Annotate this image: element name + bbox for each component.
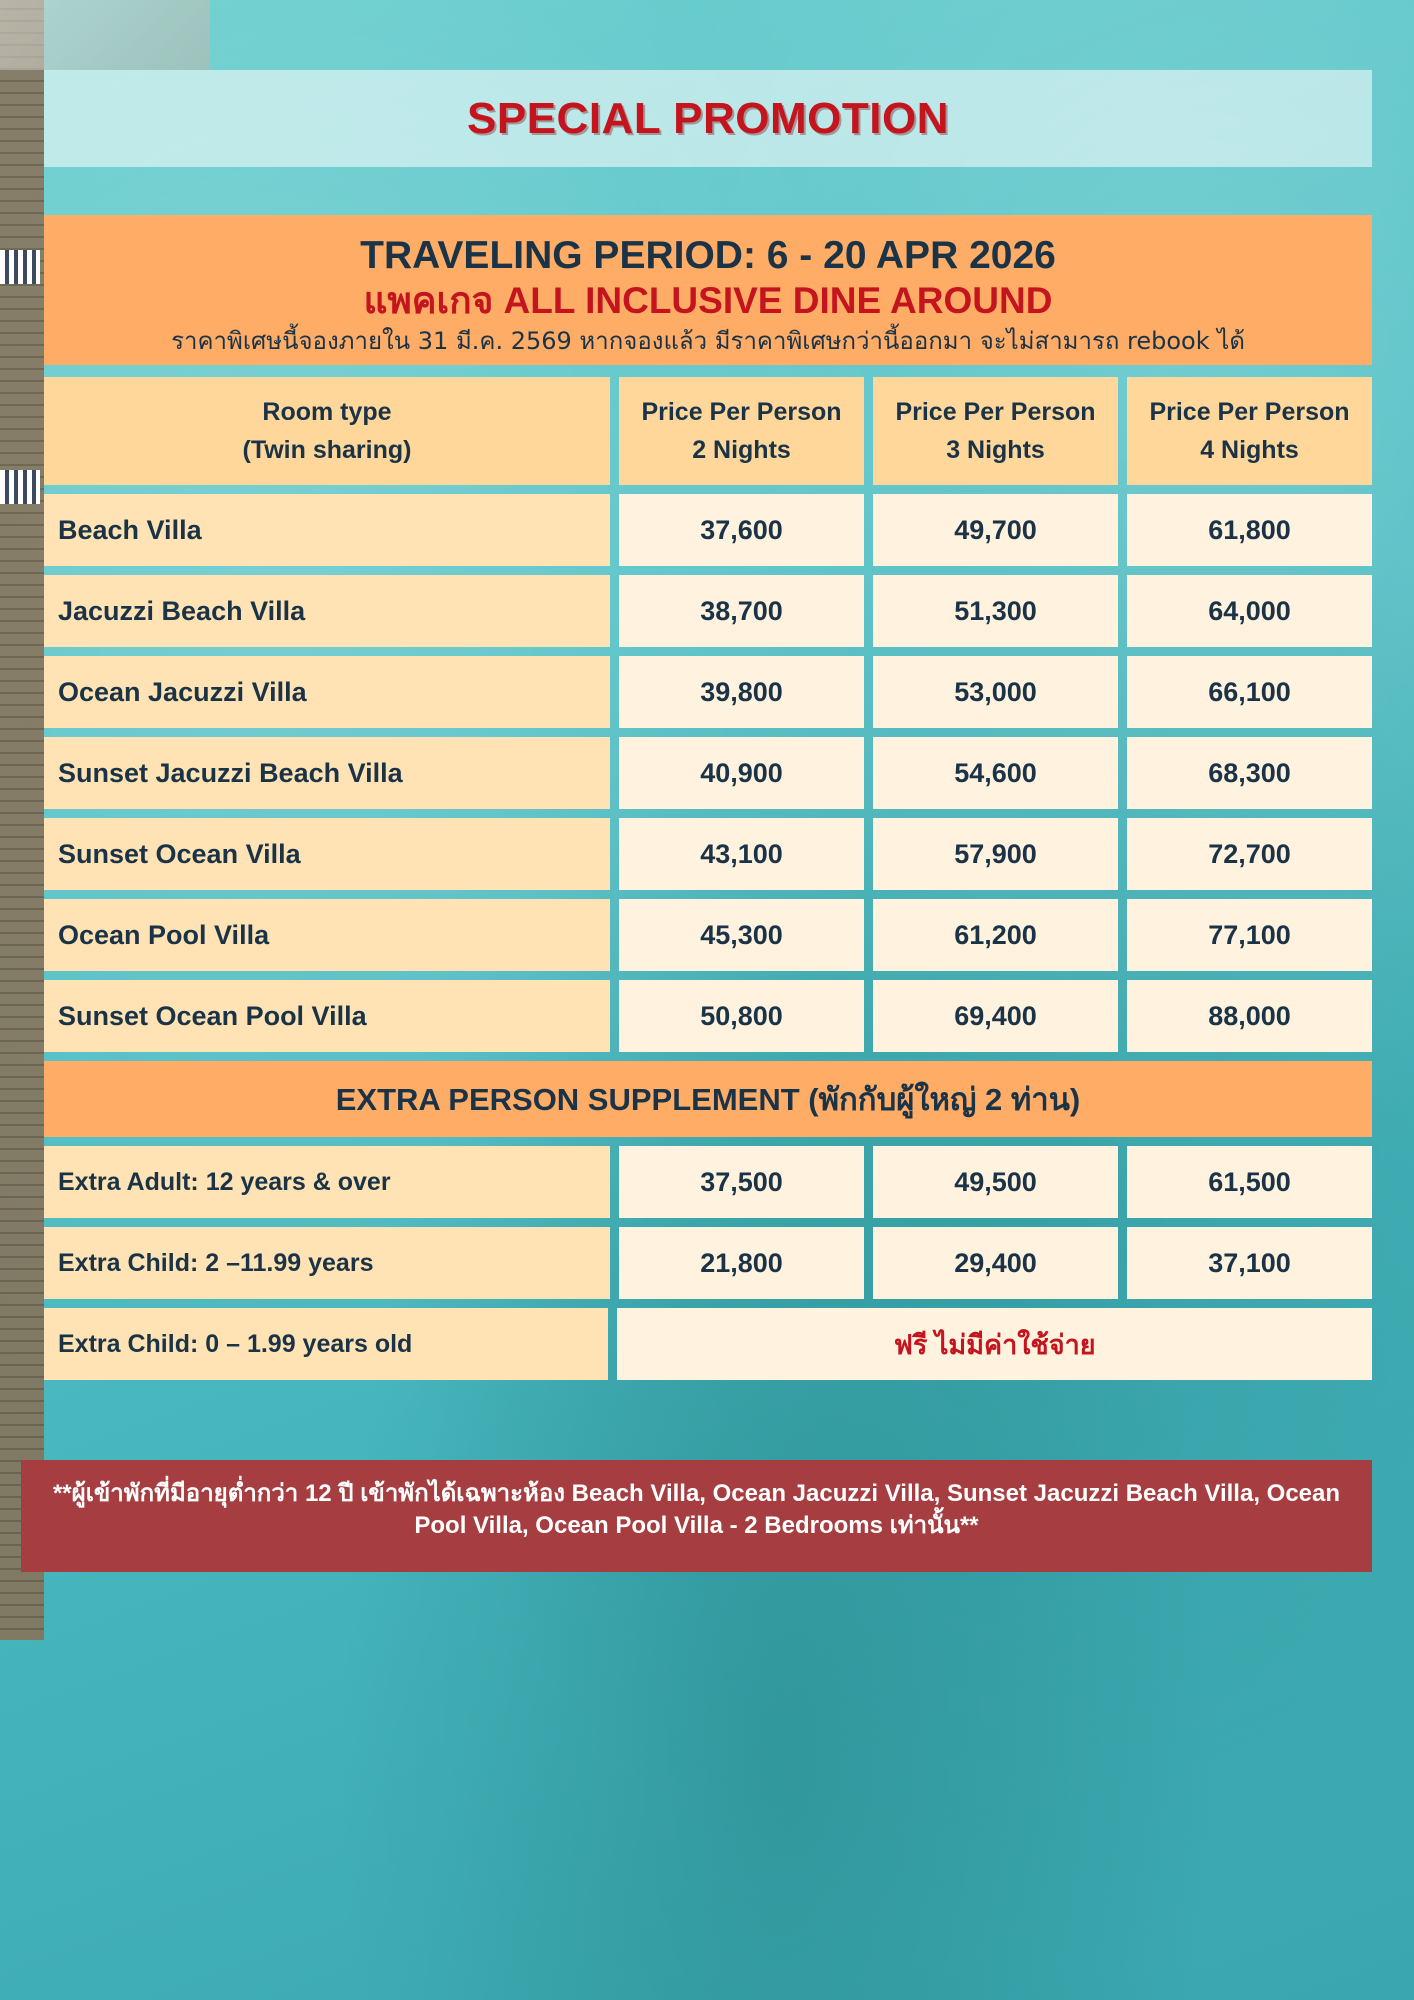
price-4-nights: 37,100 <box>1127 1227 1372 1299</box>
page-title: SPECIAL PROMOTION <box>467 93 949 143</box>
price-3-nights: 49,700 <box>873 494 1118 566</box>
jetty-post-decoration <box>0 470 40 504</box>
header-4-nights <box>1127 377 1372 485</box>
price-3-nights: 54,600 <box>873 737 1118 809</box>
price-4-nights: 77,100 <box>1127 899 1372 971</box>
header-label: Price Per Person <box>1149 398 1350 426</box>
supplement-label: Extra Child: 2 –11.99 years <box>44 1227 610 1299</box>
price-3-nights: 49,500 <box>873 1146 1118 1218</box>
price-4-nights: 66,100 <box>1127 656 1372 728</box>
table-row <box>44 899 1372 971</box>
header-label: Price Per Person <box>641 398 842 426</box>
age-restriction-note: **ผู้เข้าพักที่มีอายุต่ำกว่า 12 ปี เข้าพักได้เฉพาะห้อง Beach Villa, Ocean Jacuzzi Villa, Sunset Jacuzzi Beach Villa, Ocean Pool Villa, Ocean Pool Villa - 2 Bedrooms เท่านั้น** <box>21 1460 1372 1572</box>
price-4-nights: 68,300 <box>1127 737 1372 809</box>
jetty-roof-decoration <box>0 0 210 70</box>
jetty-decoration <box>0 0 44 1640</box>
supplement-label: Extra Child: 0 – 1.99 years old <box>44 1308 608 1380</box>
price-4-nights: 64,000 <box>1127 575 1372 647</box>
supplement-label: Extra Adult: 12 years & over <box>44 1146 610 1218</box>
package-name: แพคเกจ ALL INCLUSIVE DINE AROUND <box>363 280 1053 321</box>
jetty-post-decoration <box>0 250 40 284</box>
price-2-nights: 39,800 <box>619 656 864 728</box>
price-2-nights: 37,600 <box>619 494 864 566</box>
room-name: Sunset Ocean Villa <box>44 818 610 890</box>
room-name: Beach Villa <box>44 494 610 566</box>
header-sublabel: 3 Nights <box>946 436 1045 464</box>
room-name: Jacuzzi Beach Villa <box>44 575 610 647</box>
table-header-row <box>44 377 1372 485</box>
table-row <box>44 1227 1372 1299</box>
table-row <box>44 980 1372 1052</box>
price-3-nights: 29,400 <box>873 1227 1118 1299</box>
price-2-nights: 38,700 <box>619 575 864 647</box>
supplement-header: EXTRA PERSON SUPPLEMENT (พักกับผู้ใหญ่ 2 ท่าน) <box>44 1061 1372 1137</box>
price-2-nights: 50,800 <box>619 980 864 1052</box>
header-label: Room type <box>262 398 392 426</box>
price-3-nights: 53,000 <box>873 656 1118 728</box>
price-4-nights: 72,700 <box>1127 818 1372 890</box>
header-sublabel: (Twin sharing) <box>242 436 412 464</box>
booking-condition: ราคาพิเศษนี้จองภายใน 31 มี.ค. 2569 หากจองแล้ว มีราคาพิเศษกว่านี้ออกมา จะไม่สามารถ rebook ได้ <box>171 327 1245 355</box>
header-label: Price Per Person <box>895 398 1096 426</box>
room-name: Sunset Jacuzzi Beach Villa <box>44 737 610 809</box>
header-sublabel: 4 Nights <box>1200 436 1299 464</box>
room-name: Sunset Ocean Pool Villa <box>44 980 610 1052</box>
price-3-nights: 57,900 <box>873 818 1118 890</box>
table-row <box>44 818 1372 890</box>
price-4-nights: 88,000 <box>1127 980 1372 1052</box>
price-4-nights: 61,500 <box>1127 1146 1372 1218</box>
table-row <box>44 737 1372 809</box>
header-3-nights <box>873 377 1118 485</box>
promotion-banner <box>44 70 1372 167</box>
price-4-nights: 61,800 <box>1127 494 1372 566</box>
table-row <box>44 1146 1372 1218</box>
price-2-nights: 37,500 <box>619 1146 864 1218</box>
price-2-nights: 40,900 <box>619 737 864 809</box>
table-row <box>44 575 1372 647</box>
header-room-type <box>44 377 610 485</box>
table-row <box>44 494 1372 566</box>
traveling-period: TRAVELING PERIOD: 6 - 20 APR 2026 <box>360 234 1056 277</box>
price-3-nights: 51,300 <box>873 575 1118 647</box>
header-2-nights <box>619 377 864 485</box>
price-3-nights: 69,400 <box>873 980 1118 1052</box>
table-row <box>44 1308 1372 1380</box>
price-2-nights: 45,300 <box>619 899 864 971</box>
room-name: Ocean Pool Villa <box>44 899 610 971</box>
price-2-nights: 21,800 <box>619 1227 864 1299</box>
period-box <box>44 215 1372 365</box>
room-name: Ocean Jacuzzi Villa <box>44 656 610 728</box>
table-row <box>44 656 1372 728</box>
free-of-charge-label: ฟรี ไม่มีค่าใช้จ่าย <box>617 1308 1372 1380</box>
price-3-nights: 61,200 <box>873 899 1118 971</box>
price-2-nights: 43,100 <box>619 818 864 890</box>
price-table <box>44 377 1372 1389</box>
header-sublabel: 2 Nights <box>692 436 791 464</box>
